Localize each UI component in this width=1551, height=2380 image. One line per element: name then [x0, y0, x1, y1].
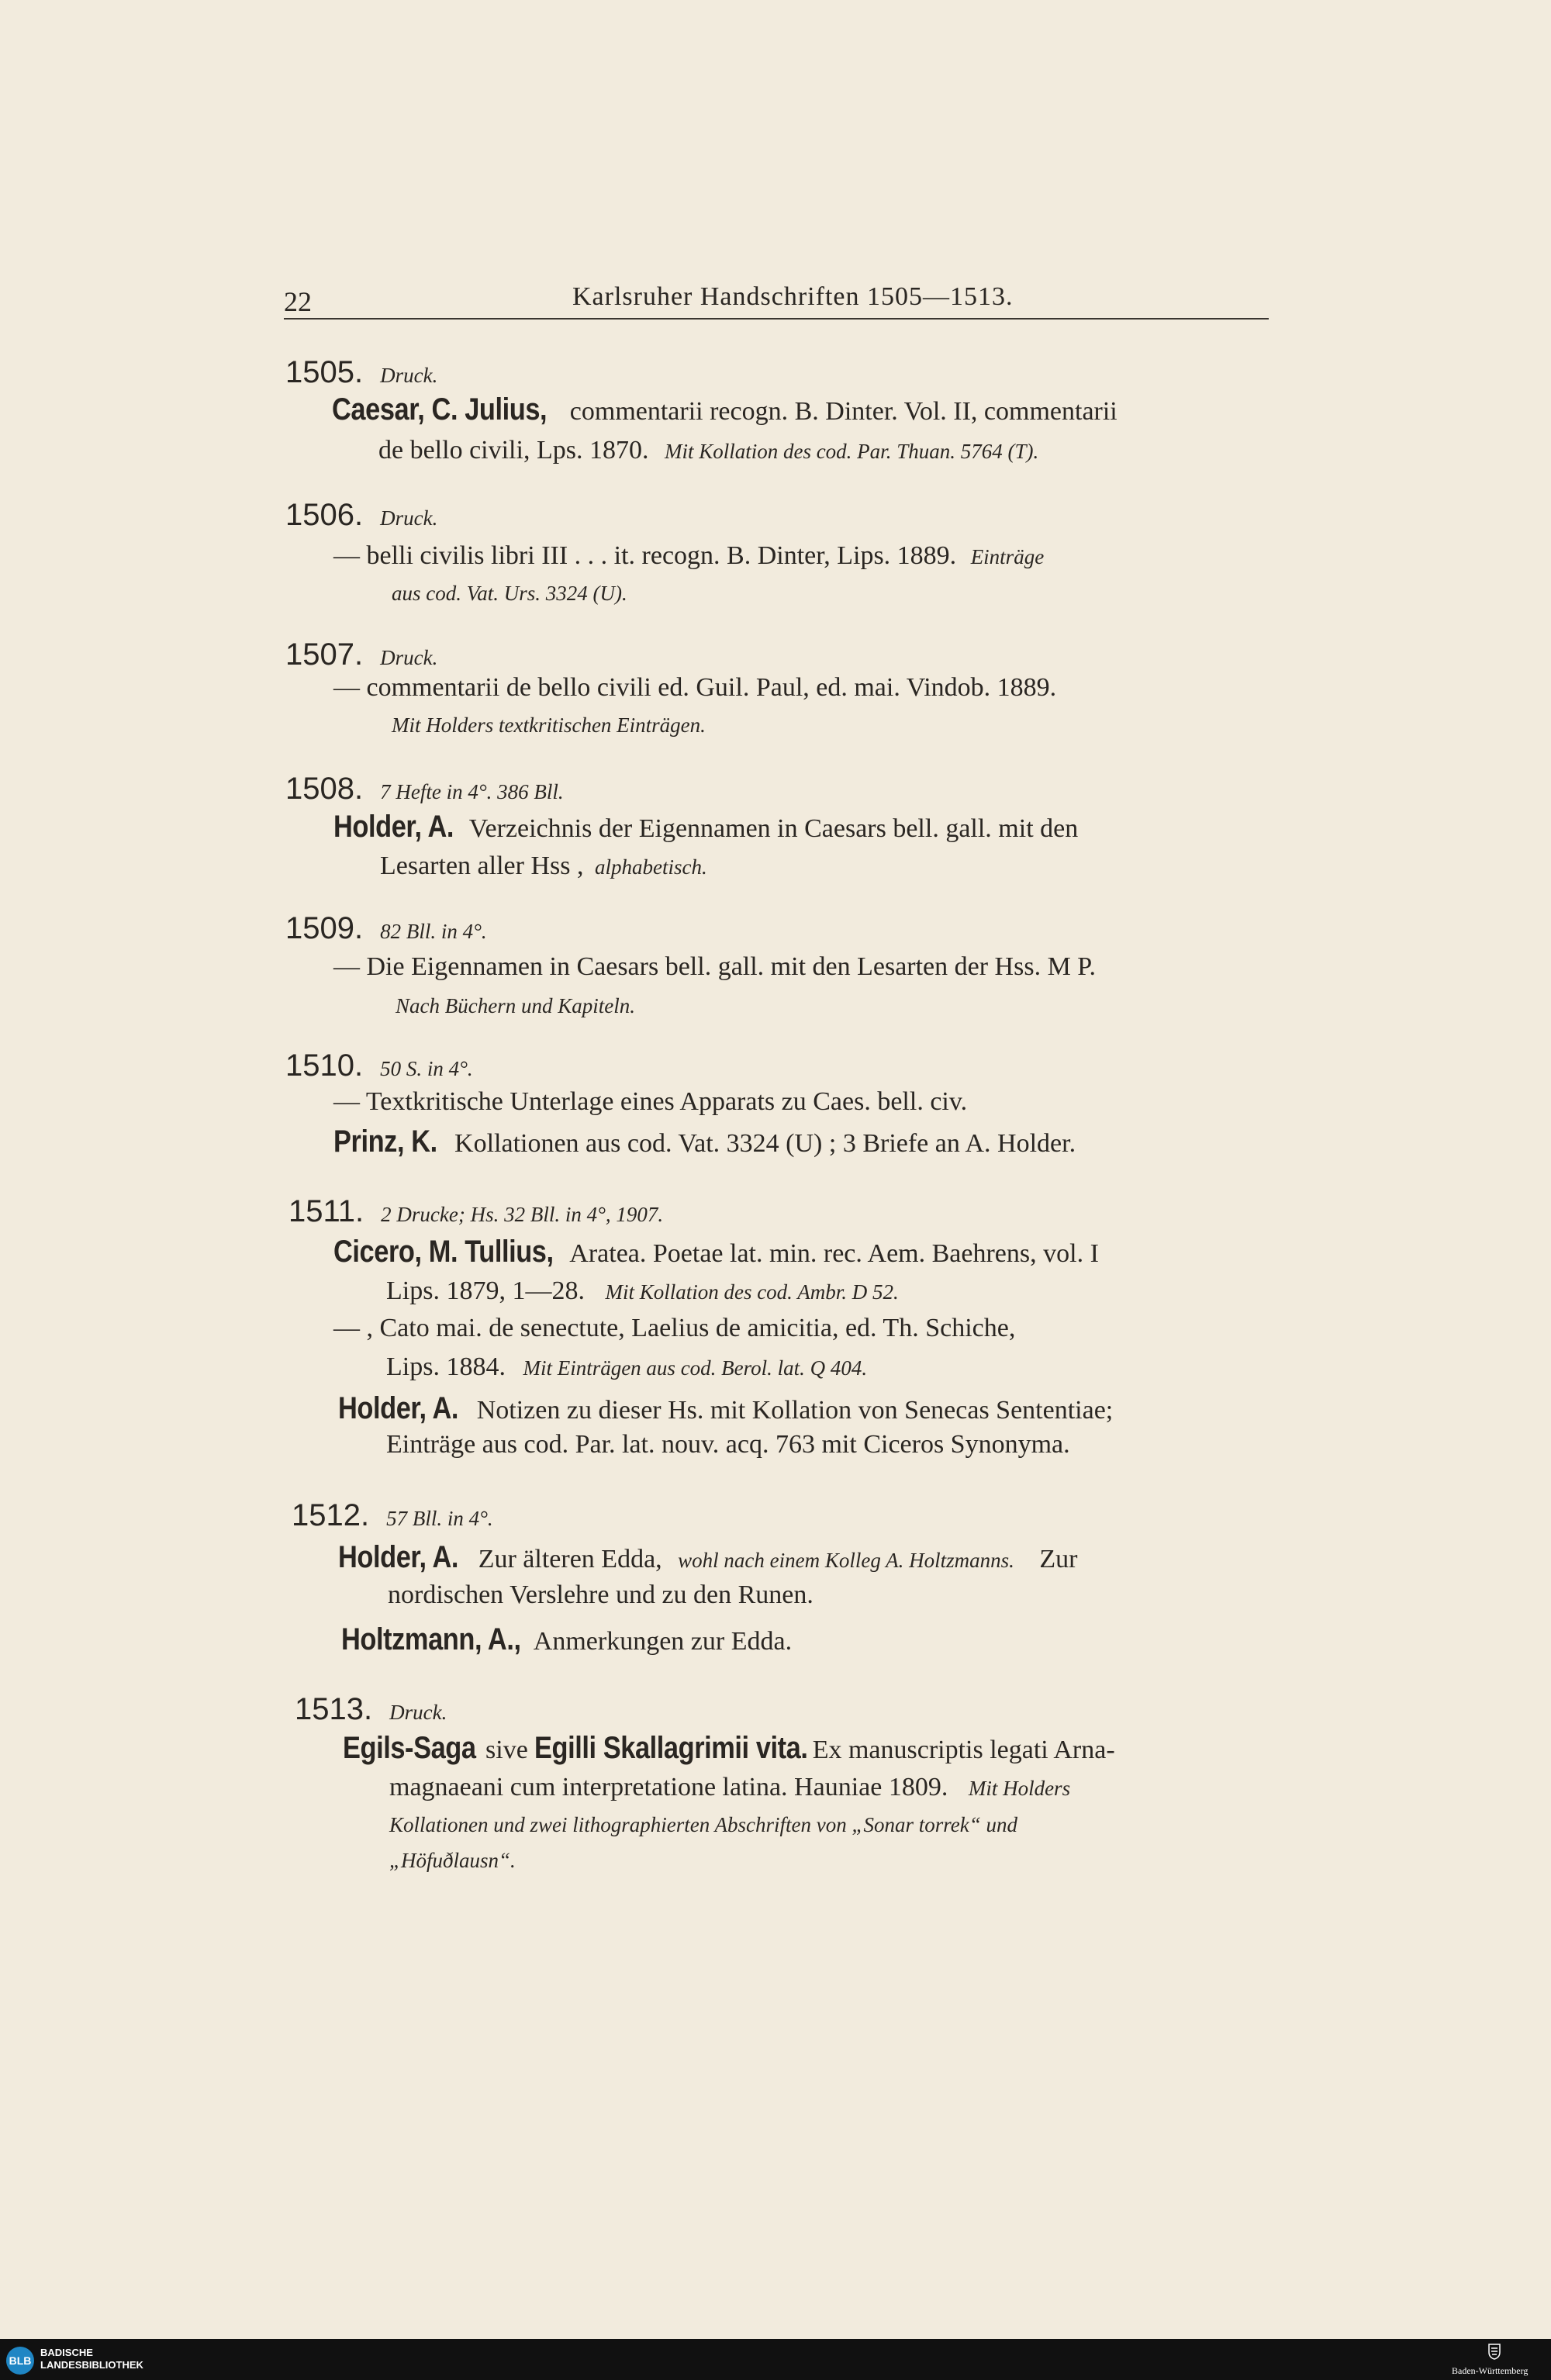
entry-note: Druck. [380, 364, 438, 387]
entry-text: Anmerkungen zur Edda. [533, 1627, 793, 1656]
state-logo-text: Baden-Württemberg [1452, 2365, 1529, 2376]
author-name: Holder, A. [333, 810, 454, 844]
author-name: Prinz, K. [333, 1124, 437, 1159]
title-name: Egils-Saga [343, 1731, 476, 1765]
entry-text: Zur älteren Edda, [478, 1545, 662, 1573]
entry-italic: Mit Kollation des cod. Par. Thuan. 5764 (T). [664, 440, 1039, 463]
entry-italic: Kollationen und zwei lithographierten Abschriften von „Sonar torrek“ und [389, 1813, 1017, 1836]
entry-note: 2 Drucke; Hs. 32 Bll. in 4°, 1907. [381, 1203, 664, 1226]
author-name: Holder, A. [338, 1540, 458, 1574]
entry-text: Ex manuscriptis legati Arna- [812, 1736, 1115, 1764]
entry-text: — Die Eigennamen in Caesars bell. gall. mit den Lesarten der Hss. M P. [333, 952, 1096, 981]
author-name: Holder, A. [338, 1391, 458, 1425]
blb-logo-icon: BLB [6, 2347, 34, 2375]
entry-italic: alphabetisch. [594, 855, 707, 879]
coat-of-arms-icon [1487, 2343, 1501, 2360]
entry-text: commentarii recogn. B. Dinter. Vol. II, commentarii [569, 397, 1117, 426]
entry-text: nordischen Verslehre und zu den Runen. [388, 1580, 813, 1609]
entry-text: Einträge aus cod. Par. lat. nouv. acq. 763 mit Ciceros Synonyma. [386, 1430, 1070, 1459]
entry-text: Lesarten aller Hss , [380, 851, 584, 880]
library-logo-text [40, 2347, 143, 2371]
entry-text: Aratea. Poetae lat. min. rec. Aem. Baehrens, vol. I [569, 1239, 1099, 1268]
footer-bar [0, 2339, 1551, 2380]
entry-number: 1509. [285, 911, 364, 945]
entry-text: — commentarii de bello civili ed. Guil. Paul, ed. mai. Vindob. 1889. [333, 673, 1057, 702]
entry-italic: wohl nach einem Kolleg A. Holtzmanns. [678, 1549, 1014, 1572]
entry-italic: aus cod. Vat. Urs. 3324 (U). [392, 582, 627, 605]
author-name: Caesar, C. Julius, [332, 392, 548, 427]
entry-text: Lips. 1884. [386, 1352, 506, 1381]
entry-note: Druck. [380, 506, 438, 530]
entry-text: sive [485, 1736, 528, 1764]
entry-note: 50 S. in 4°. [380, 1057, 473, 1080]
page-number: 22 [284, 286, 312, 317]
entry-text: Lips. 1879, 1—28. [386, 1276, 585, 1305]
running-title: Karlsruher Handschriften 1505—1513. [572, 282, 1014, 311]
entry-italic: Mit Holders [968, 1777, 1071, 1800]
author-name: Holtzmann, A., [341, 1622, 521, 1656]
entry-number: 1506. [285, 498, 364, 532]
entry-number: 1510. [285, 1048, 364, 1083]
entry-text: Verzeichnis der Eigennamen in Caesars bell. gall. mit den [468, 814, 1079, 843]
entry-italic: Mit Holders textkritischen Einträgen. [392, 713, 706, 737]
entry-text: magnaeani cum interpretatione latina. Hauniae 1809. [389, 1773, 948, 1801]
entry-italic: Mit Kollation des cod. Ambr. D 52. [605, 1280, 899, 1304]
entry-number: 1511. [288, 1194, 364, 1228]
entry-text: Zur [1039, 1545, 1078, 1573]
entry-text: Kollationen aus cod. Vat. 3324 (U) ; 3 Briefe an A. Holder. [454, 1129, 1076, 1158]
title-name: Egilli Skallagrimii vita. [534, 1731, 808, 1765]
header-rule [284, 318, 1269, 320]
entry-number: 1508. [285, 772, 364, 806]
entry-italic: „Höfuðlausn“. [389, 1849, 516, 1872]
entry-note: Druck. [380, 646, 438, 669]
entry-note: Druck. [389, 1701, 447, 1724]
entry-number: 1505. [285, 355, 364, 389]
logo-line-2: LANDESBIBLIOTHEK [40, 2359, 143, 2371]
entry-text: — belli civilis libri III . . . it. recogn. B. Dinter, Lips. 1889. [333, 541, 957, 570]
entry-italic: Einträge [970, 545, 1045, 568]
entry-italic: Mit Einträgen aus cod. Berol. lat. Q 404. [523, 1356, 868, 1380]
entry-number: 1507. [285, 637, 364, 672]
entry-number: 1512. [292, 1498, 370, 1532]
entry-note: 57 Bll. in 4°. [386, 1507, 493, 1530]
entry-text: — , Cato mai. de senectute, Laelius de amicitia, ed. Th. Schiche, [333, 1314, 1016, 1342]
author-name: Cicero, M. Tullius, [333, 1235, 554, 1269]
entry-note: 7 Hefte in 4°. 386 Bll. [380, 780, 564, 803]
entry-note: 82 Bll. in 4°. [380, 920, 487, 943]
entry-italic: Nach Büchern und Kapiteln. [396, 994, 635, 1017]
logo-line-1: BADISCHE [40, 2347, 93, 2358]
entry-number: 1513. [295, 1692, 373, 1726]
entry-text: Notizen zu dieser Hs. mit Kollation von Senecas Sententiae; [476, 1396, 1114, 1425]
entry-text: de bello civili, Lps. 1870. [378, 436, 649, 465]
entry-text: — Textkritische Unterlage eines Apparats zu Caes. bell. civ. [333, 1087, 968, 1116]
